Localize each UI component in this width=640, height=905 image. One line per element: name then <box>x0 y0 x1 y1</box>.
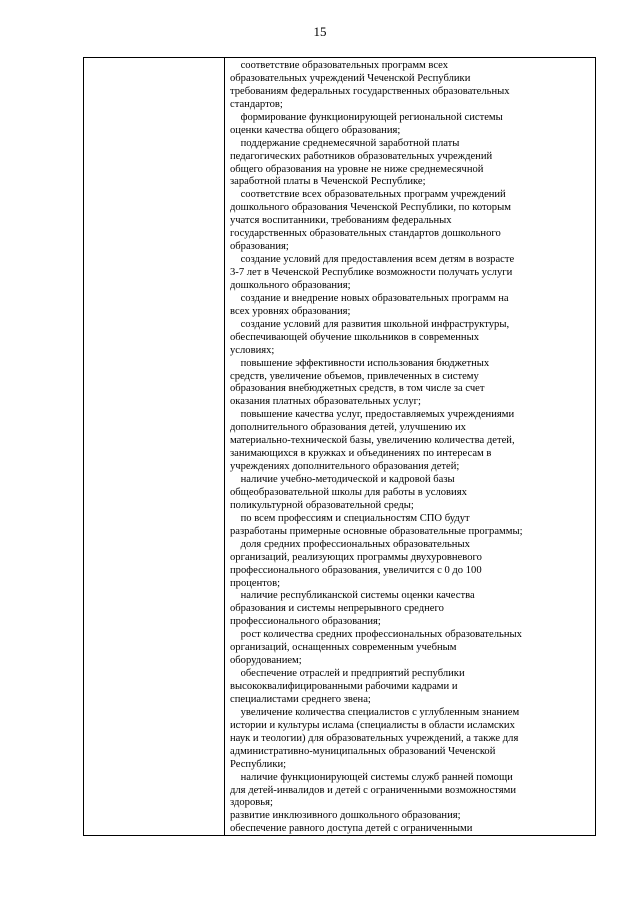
text-line: создание условий для развития школьной инфраструктуры, <box>230 318 510 330</box>
text-line: разработаны примерные основные образовательные программы; <box>230 525 523 537</box>
text-line: дополнительного образования детей, улучшению их <box>230 422 466 434</box>
text-line: занимающихся в кружках и объединениях по интересам в <box>230 448 492 460</box>
text-line: обеспечение отраслей и предприятий республики <box>230 668 465 680</box>
text-line: оценки качества общего образования; <box>230 124 401 136</box>
text-line: специалистами среднего звена; <box>230 693 371 705</box>
table-right-column <box>225 58 595 835</box>
text-line: образовательных учреждений Чеченской Республики <box>230 72 471 84</box>
text-line: общего образования на уровне не ниже среднемесячной <box>230 163 484 175</box>
text-line: поликультурной образовательной среды; <box>230 499 414 511</box>
text-line: доля средних профессиональных образовательных <box>230 538 470 550</box>
text-line: обеспечивающей обучение школьников в современных <box>230 331 480 343</box>
text-line: образования и системы непрерывного среднего <box>230 603 444 615</box>
text-line: государственных образовательных стандартов дошкольного <box>230 228 501 240</box>
text-line: условиях; <box>230 344 275 356</box>
text-line: стандартов; <box>230 98 283 110</box>
text-line: профессионального образования, увеличится с 0 до 100 <box>230 564 482 576</box>
text-line: дошкольного образования; <box>230 279 351 291</box>
text-line: развитие инклюзивного дошкольного образования; <box>230 810 461 822</box>
text-line: повышение эффективности использования бюджетных <box>230 357 490 369</box>
text-line: материально-технической базы, увеличению количества детей, <box>230 435 515 447</box>
text-line: повышение качества услуг, предоставляемых учреждениями <box>230 409 515 421</box>
text-line: всех уровнях образования; <box>230 305 351 317</box>
text-line: организаций, оснащенных современным учебным <box>230 642 457 654</box>
text-line: обеспечение равного доступа детей с ограниченными <box>230 823 473 835</box>
text-line: увеличение количества специалистов с углубленным знанием <box>230 706 520 718</box>
table-left-column <box>84 58 225 835</box>
text-line: здоровья; <box>230 797 273 809</box>
text-line: поддержание среднемесячной заработной платы <box>230 137 460 149</box>
content-table <box>83 57 596 836</box>
text-line: заработной платы в Чеченской Республике; <box>230 176 426 188</box>
text-line: организаций, реализующих программы двухуровневого <box>230 551 482 563</box>
text-line: формирование функционирующей региональной системы <box>230 111 503 123</box>
text-line: образования; <box>230 241 289 253</box>
text-line: образования внебюджетных средств, в том числе за счет <box>230 383 485 395</box>
text-line: административно-муниципальных образований Чеченской <box>230 745 496 757</box>
text-line: педагогических работников образовательных учреждений <box>230 150 493 162</box>
text-line: процентов; <box>230 577 281 589</box>
text-line: наличие учебно-методической и кадровой базы <box>230 474 455 485</box>
text-line: высококвалифицированными рабочими кадрами и <box>230 681 458 692</box>
text-line: создание и внедрение новых образовательных программ на <box>230 292 509 304</box>
text-line: оборудованием; <box>230 655 302 667</box>
text-line: наук и теологии) для образовательных учреждений, а также для <box>230 732 519 744</box>
text-line: по всем профессиям и специальностям СПО будут <box>230 512 470 524</box>
page-number: 15 <box>313 24 327 39</box>
text-line: наличие функционирующей системы служб ранней помощи <box>230 771 513 783</box>
text-line: истории и культуры ислама (специалисты в области исламских <box>230 719 515 731</box>
text-line: учатся воспитанники, требованиям федеральных <box>230 215 452 227</box>
text-line: рост количества средних профессиональных образовательных <box>230 629 522 641</box>
text-line: создание условий для предоставления всем детям в возрасте <box>230 254 515 266</box>
text-line: Республики; <box>230 758 287 770</box>
text-line: профессионального образования; <box>230 616 381 628</box>
text-line: соответствие всех образовательных программ учреждений <box>230 189 506 201</box>
text-line: 3-7 лет в Чеченской Республике возможности получать услуги <box>230 267 513 278</box>
text-line: средств, увеличение объемов, привлеченных в систему <box>230 370 479 382</box>
text-line: наличие республиканской системы оценки качества <box>230 590 475 602</box>
text-line: для детей-инвалидов и детей с ограниченными возможностями <box>230 784 516 796</box>
text-line: учреждениях дополнительного образования детей; <box>230 461 460 473</box>
text-line: дошкольного образования Чеченской Республики, по которым <box>230 202 511 214</box>
text-line: оказания платных образовательных услуг; <box>230 396 421 408</box>
text-line: требованиям федеральных государственных образовательных <box>230 85 510 97</box>
text-line: соответствие образовательных программ всех <box>230 60 449 71</box>
text-line: общеобразовательной школы для работы в условиях <box>230 486 467 498</box>
